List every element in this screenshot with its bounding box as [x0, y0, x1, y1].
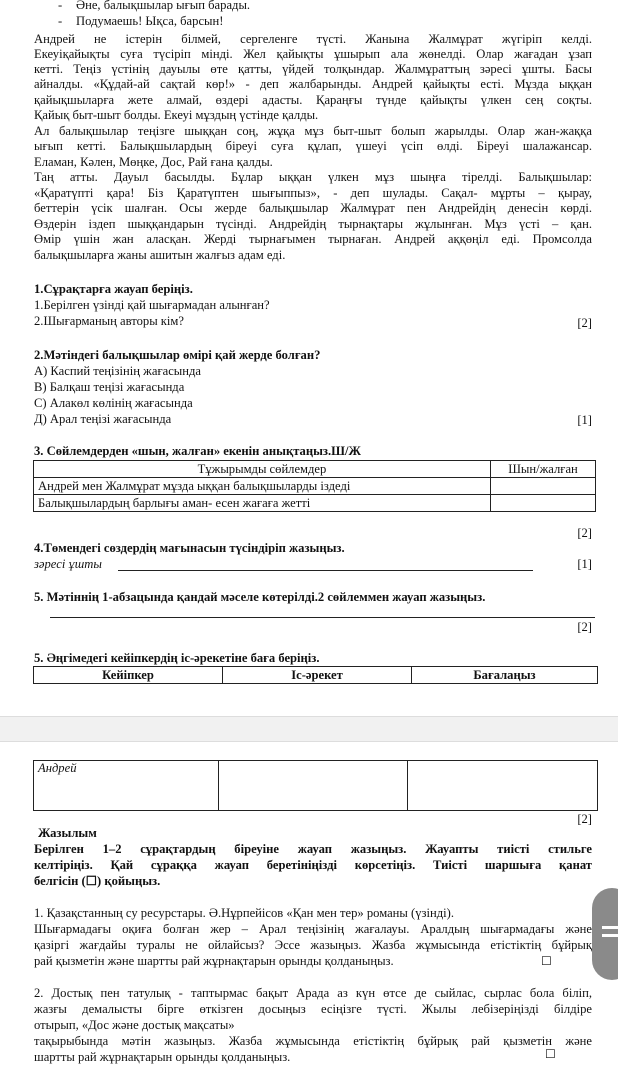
table-header: Шын/жалған	[491, 461, 596, 478]
side-menu-handle[interactable]	[592, 888, 618, 980]
text-line: Өмір үшін жан аласқан. Жерді тырнағымен тырнаған. Андрей аққөңіл еді. Промсолда	[34, 232, 592, 246]
table-header: Кейіпкер	[34, 667, 223, 684]
topic2-checkbox[interactable]: ☐	[545, 1047, 556, 1061]
text-line: Еламан, Кәлен, Мөңке, Дос, Рай ғана қалды.	[34, 155, 273, 169]
dialog-dash: -	[58, 14, 63, 28]
task3-table	[33, 460, 596, 512]
task1-points: [2]	[577, 316, 592, 330]
task5a-title: 5. Мәтіннің 1-абзацында қандай мәселе көтерілді.2 сөйлеммен жауап жазыңыз.	[34, 590, 486, 604]
task1-question-1: 1.Берілген үзінді қай шығармадан алынған?	[34, 298, 270, 312]
task3-points: [2]	[577, 526, 592, 540]
text-line: Өздерін іздеп шыққандарын түсінді. Андрейдің тырнақтары жұлынған. Мұз үсті – қан.	[34, 217, 592, 231]
answer-cell[interactable]	[491, 478, 596, 495]
task3-title: 3. Сөйлемдерден «шын, жалған» екенін анықтаңыз.Ш/Ж	[34, 444, 361, 458]
text-line: кетті. Теңіз үстінің дауылы өте қатты, үйдей толқындар. Жалмұраттың зәресі ұшты. Басы	[34, 62, 592, 76]
task4-title: 4.Төмендегі сөздердің мағынасын түсіндіріп жазыңыз.	[34, 541, 345, 555]
answer-line[interactable]	[50, 617, 595, 618]
topic2-line: шартты рай жұрнақтарын орынды қолданыңыз.	[34, 1050, 291, 1064]
topic1-line: Шығармадағы оқиға болған жер – Арал теңізінің жағалауы. Аралдың шығармадағы және	[34, 922, 592, 936]
writing-title: Жазылым	[38, 826, 97, 840]
dialog-line-1: Әне, балықшылар ығып барады.	[76, 0, 251, 12]
topic2-line: жазғы демалысты бірге өткізген досыңыз есіңізге түсті. Жылы лебізеріңізді білдіре	[34, 1002, 592, 1016]
table-header-row	[34, 667, 598, 684]
statement-cell: Андрей мен Жалмұрат мұзда ыққан балықшыларды іздеді	[34, 478, 491, 495]
task5b-table-header	[33, 666, 598, 684]
task2-option-a: А) Каспий теңізінің жағасында	[34, 364, 201, 378]
answer-line[interactable]	[118, 570, 533, 571]
text-line: балықшыларға жаны ашитын жалғыз адам еді.	[34, 248, 286, 262]
task1-question-2: 2.Шығарманың авторы кім?	[34, 314, 184, 328]
menu-bar-icon	[602, 926, 618, 929]
topic1-line: рай қызметін және шартты рай жұрнақтарын орынды қолданыңыз.	[34, 954, 394, 968]
writing-instructions-line: Берілген 1–2 сұрақтардың біреуіне жауап жазыңыз. Жауапты тиісті стильге	[34, 842, 592, 856]
text-line: Ал балықшылар теңізге шыққан соң, жұқа мұз быт-шыт болып жарылды. Олар жан-жаққа	[34, 124, 592, 138]
character-cell: Андрей	[34, 761, 219, 811]
statement-cell: Балықшылардың барлығы аман- есен жағаға жетті	[34, 495, 491, 512]
table-row	[34, 478, 596, 495]
table-header: Тұжырымды сөйлемдер	[34, 461, 491, 478]
task5a-points: [2]	[577, 620, 592, 634]
text-line: Андрей не істерін білмей, сергеленге түсті. Жанына Жалмұрат жүгіріп келді.	[34, 32, 592, 46]
task2-option-d: Д) Арал теңізі жағасында	[34, 412, 172, 426]
text-line: Таң атты. Дауыл басылды. Бұлар ыққан үлкен мұз шыңға тірелді. Балықшылар:	[34, 170, 592, 184]
action-cell[interactable]	[219, 761, 408, 811]
text-line: айналды. «Құдай-ай сақтай көр!» - деп жалбарынды. Андрей қайықты есті. Мұзда ыққан	[34, 77, 592, 91]
topic1-line: 1. Қазақстанның су ресурстары. Ә.Нұрпейісов «Қан мен тер» романы (үзінді).	[34, 906, 454, 920]
task2-option-b: В) Балқаш теңізі жағасында	[34, 380, 185, 394]
text-line: беттерін үсік шалған. Осы жерде балықшылар Жалмұрат пен Андрейдің денесін көрді.	[34, 201, 592, 215]
answer-cell[interactable]	[491, 495, 596, 512]
task2-points: [1]	[577, 413, 592, 427]
worksheet-page-bottom	[0, 740, 618, 1065]
topic1-checkbox[interactable]: ☐	[541, 954, 552, 968]
text-line: «Қаратүпті қара! Біз Қаратүптен шығыппыз», - деп шулады. Сақал- мұрты – қырау,	[34, 186, 592, 200]
dialog-line-2: Подумаешь! Ықса, барсын!	[76, 14, 224, 28]
menu-bar-icon	[602, 934, 618, 937]
dialog-dash: -	[58, 0, 63, 12]
text-line: Екеуіқайықты суға түсіріп міндi. Жел қайықты ұшырып ала жөнелді. Олар жағадан ұзап	[34, 47, 592, 61]
task2-title: 2.Мәтіндегі балықшылар өмірі қай жерде болған?	[34, 348, 321, 362]
table-row	[34, 495, 596, 512]
table-header: Іс-әрекет	[223, 667, 412, 684]
topic2-line: тақырыбында мәтін жазыңыз. Жазба жұмысында етістіктің бұйрық рай қызметін және	[34, 1034, 592, 1048]
topic2-line: 2. Достық пен татулық - таптырмас бақыт Арада аз күн өтсе де сыйлас, сырлас бола біліп,	[34, 986, 592, 1000]
table-row	[34, 761, 598, 811]
task5b-title: 5. Әңгімедегі кейіпкердің іс-әрекетіне баға беріңіз.	[34, 651, 320, 665]
topic1-line: қазіргі жағдайы туралы не ойлайсыз? Эссе жазыңыз. Жазба жұмысында етістіктің бұйрық	[34, 938, 592, 952]
text-line: қайықшыларға жете алмай, өздері адасты. Қараңғы түнде қайықты үлкен сең соқты.	[34, 93, 592, 107]
text-line: Қайық быт-шыт болды. Екеуі мұздың үстінде қалды.	[34, 108, 319, 122]
task5b-table-body	[33, 760, 598, 811]
writing-instructions-line: белгісін (☐) қойыңыз.	[34, 874, 161, 888]
task2-option-c: С) Алакөл көлінің жағасында	[34, 396, 193, 410]
evaluation-cell[interactable]	[408, 761, 598, 811]
table-header: Бағалаңыз	[412, 667, 598, 684]
table-header-row	[34, 461, 596, 478]
task5b-points: [2]	[577, 812, 592, 826]
task4-points: [1]	[577, 557, 592, 571]
task1-title: 1.Сұрақтарға жауап беріңіз.	[34, 282, 193, 296]
topic2-line: отырып, «Дос және достық мақсаты»	[34, 1018, 235, 1032]
writing-instructions-line: келтіріңіз. Қай сұраққа жауап беретініңізді көрсетіңіз. Тиісті шаршыға қанат	[34, 858, 592, 872]
text-line: ығып кетті. Балықшылардың біреуі суға құлап, үшеуі үсіп өлді. Біреуі шалажансар.	[34, 139, 592, 153]
task4-phrase: зәресі ұшты	[34, 557, 102, 571]
page-break	[0, 716, 618, 742]
